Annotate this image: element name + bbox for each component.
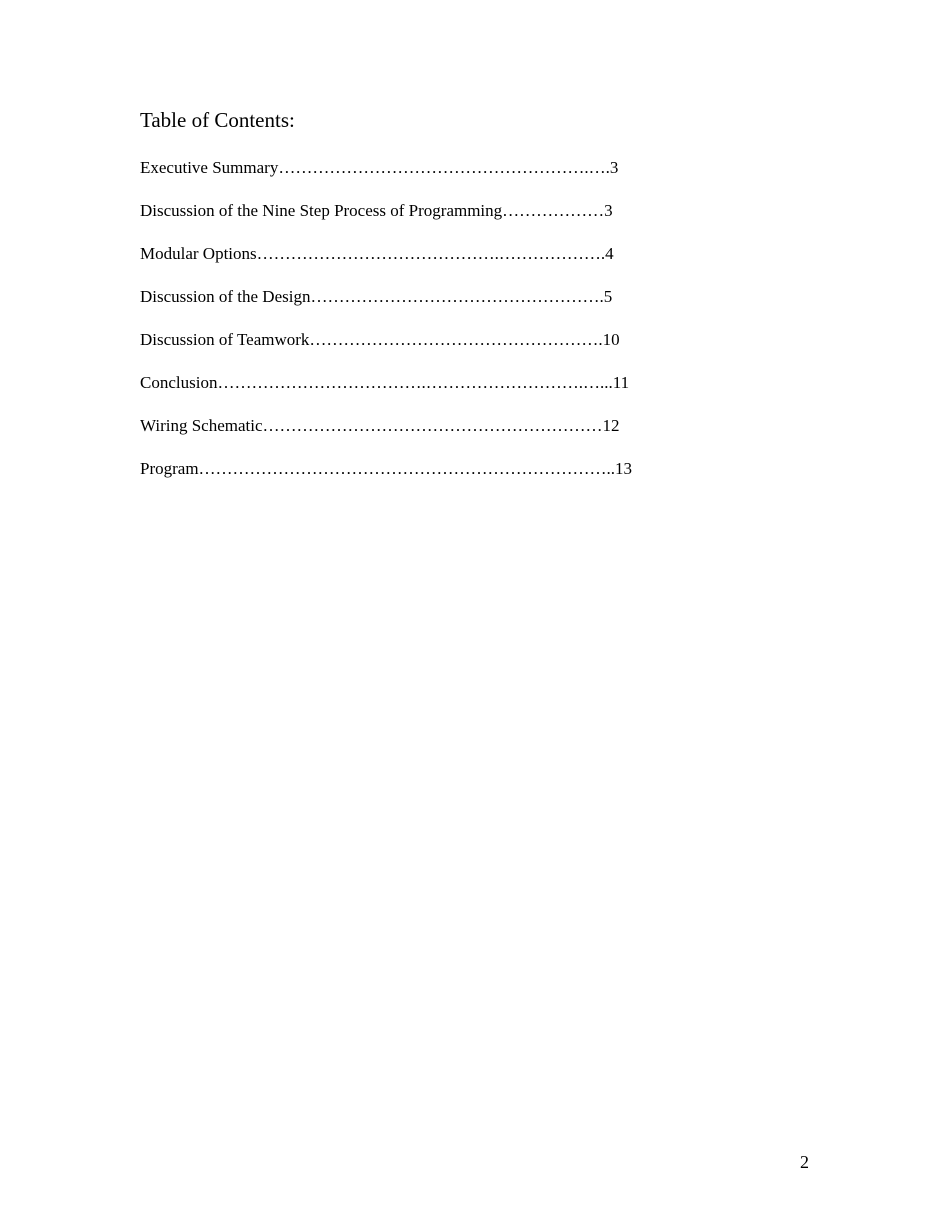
toc-entry-discussion-of-teamwork: Discussion of Teamwork…………………………………………….10: [140, 330, 620, 349]
toc-entry-wiring-schematic: Wiring Schematic……………………………………………………12: [140, 416, 620, 435]
toc-entry-program: Program………………………………………………………………..13: [140, 459, 633, 478]
toc-entry-conclusion: Conclusion……………………………….……………………….…...11: [140, 373, 630, 392]
toc-entry-discussion-of-design: Discussion of the Design…………………………………………….5: [140, 287, 613, 306]
toc-entry-executive-summary: Executive Summary……………………………………………….….3: [140, 158, 619, 177]
toc-entry-modular-options: Modular Options…………………………………….……………….4: [140, 244, 614, 263]
page-number: 2: [800, 1152, 809, 1172]
toc-title: Table of Contents:: [140, 108, 295, 132]
toc-entry-nine-step-process: Discussion of the Nine Step Process of Programming………………3: [140, 201, 613, 220]
